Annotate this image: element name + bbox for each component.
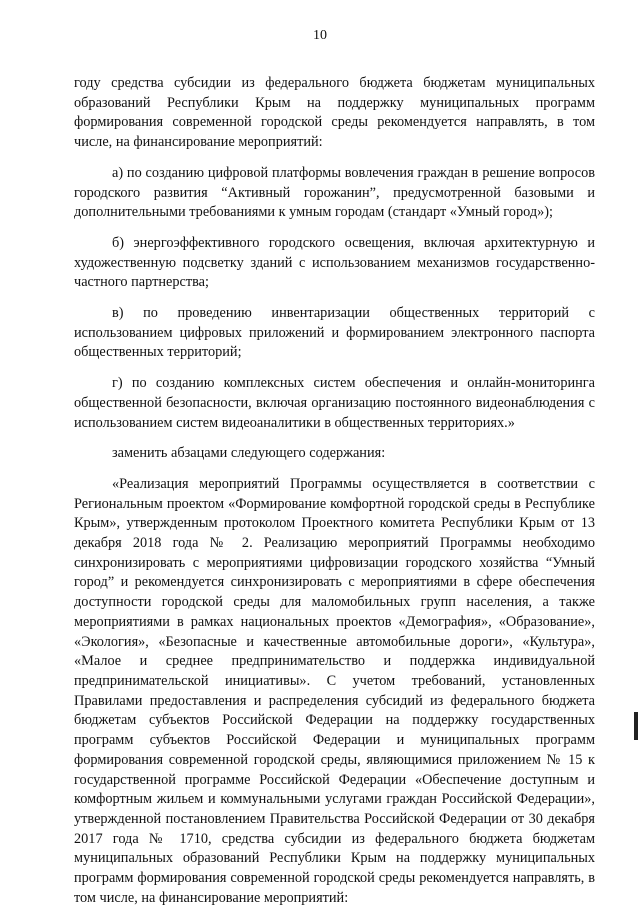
- paragraph-item-b: б) энергоэффективного городского освещения, включая архитектурную и художественную подсветку зданий с использованием механизмов государственно-частного партнерства;: [74, 234, 595, 291]
- paragraph-item-v: в) по проведению инвентаризации общественных территорий с использованием цифровых приложений и формированием электронного паспорта общественных территорий;: [74, 305, 595, 361]
- paragraph-item-a: а) по созданию цифровой платформы вовлечения граждан в решение вопросов городского развития “Активный горожанин”, предусмотренной базовыми и дополнительными требованиями к умным городам (стандарт «Умный город»);: [74, 164, 595, 221]
- scan-edge-mark: [634, 712, 638, 740]
- paragraph-new-content: «Реализация мероприятий Программы осуществляется в соответствии с Региональным проектом «Формирование комфортной городской среды в Республике Крым», утвержденным протоколом Проектного комитета Республики Крым от 13 декабря 2018 года № 2. Реализацию мероприятий Программы необходимо синхронизировать с мероприятиями цифровизации городского хозяйства “Умный город” и рекомендуется синхронизировать с мероприятиями в сфере обеспечения доступности городской среды для маломобильных групп населения, а также мероприятиями в рамках национальных проектов «Демография», «Образование», «Экология», «Безопасные и качественные автомобильные дороги», «Культура», «Малое и среднее предпринимательство и поддержка индивидуальной предпринимательской инициативы». С учетом требований, установленных Правилами предоставления и распределения субсидий из федерального бюджета бюджетам субъектов Российской Федерации на поддержку государственных программ субъектов Российской Федерации и муниципальных программ формирования современной городской среды, являющимися приложением № 15 к государственной программе Российской Федерации «Обеспечение доступным и комфортным жильем и коммунальными услугами граждан Российской Федерации», утвержденной постановлением Правительства Российской Федерации от 30 декабря 2017 года № 1710, средства субсидии из федерального бюджета бюджетам муниципальных образований Республики Крым на поддержку муниципальных программ формирования современной городской среды рекомендуется направлять, в том числе, на финансирование мероприятий:: [74, 475, 595, 906]
- document-body: [74, 74, 595, 908]
- page-number: 10: [313, 28, 327, 43]
- paragraph-replace-instruction: заменить абзацами следующего содержания:: [112, 445, 386, 462]
- paragraph-intro: году средства субсидии из федерального бюджета бюджетам муниципальных образований Республики Крым на поддержку муниципальных программ формирования современной городской среды рекомендуется направлять, в том числе, на финансирование мероприятий:: [74, 75, 595, 151]
- paragraph-item-g: г) по созданию комплексных систем обеспечения и онлайн-мониторинга общественной безопасности, включая организацию постоянного видеонаблюдения с использованием систем видеоаналитики в общественных территориях.»: [74, 375, 595, 431]
